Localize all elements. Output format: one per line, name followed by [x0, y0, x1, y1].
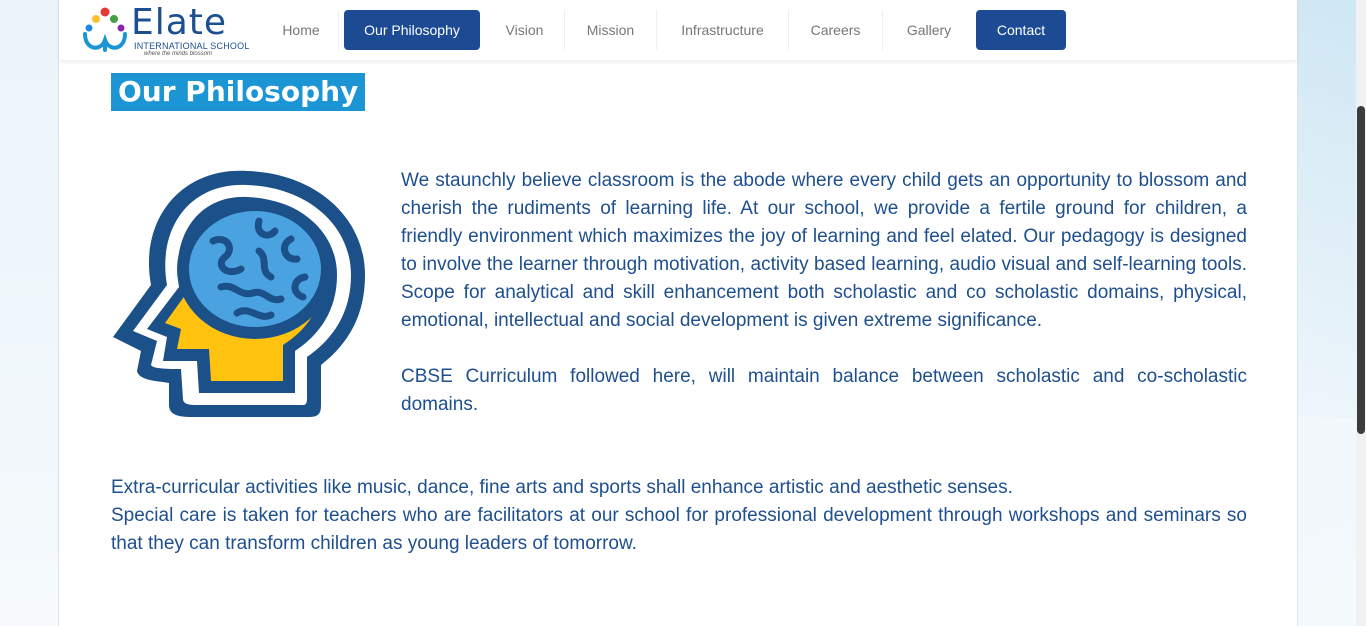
extra-curricular-text: [111, 474, 1247, 558]
head-brain-icon: [109, 165, 369, 423]
content-page: [58, 0, 1298, 626]
nav-our-philosophy[interactable]: Our Philosophy: [344, 10, 480, 50]
page-title: Our Philosophy: [111, 73, 365, 111]
main-nav: [264, 10, 1066, 50]
nav-vision[interactable]: Vision: [485, 10, 565, 50]
nav-home[interactable]: Home: [264, 10, 339, 50]
philosophy-paragraph: We staunchly believe classroom is the abode where every child gets an opportunity to blossom and cherish the rudiments of learning life. At our school, we provide a fertile ground for children, a friendly environment which maximizes the joy of learning and feel elated. Our pedagogy is designed to involve the learner through motivation, activity based learning, audio visual and self-learning tools. Scope for analytical and skill enhancement both scholastic and co scholastic domains, physical, emotional, intellectual and social development is given extreme significance.: [401, 170, 1247, 331]
nav-careers[interactable]: Careers: [789, 10, 883, 50]
scrollbar-thumb[interactable]: [1357, 106, 1365, 434]
scrollbar[interactable]: [1356, 0, 1366, 626]
logo-subtitle: INTERNATIONAL SCHOOL: [134, 41, 250, 51]
nav-infrastructure[interactable]: Infrastructure: [657, 10, 789, 50]
logo-wordmark: Elate: [131, 2, 228, 43]
background-left: [0, 0, 60, 626]
cbse-paragraph: CBSE Curriculum followed here, will maintain balance between scholastic and co-scholastic domains.: [401, 366, 1247, 415]
school-logo[interactable]: [81, 2, 250, 58]
navbar: [59, 0, 1297, 60]
flower-logo-icon: [81, 4, 131, 58]
nav-contact[interactable]: Contact: [976, 10, 1066, 50]
nav-gallery[interactable]: Gallery: [906, 22, 952, 38]
logo-tagline: where the minds blossom: [144, 51, 213, 57]
extra-curricular-line: Extra-curricular activities like music, dance, fine arts and sports shall enhance artistic and aesthetic senses.: [111, 477, 1013, 498]
teacher-development-line: Special care is taken for teachers who are facilitators at our school for professional development through workshops and seminars so that they can transform children as young leaders of tomorrow.: [111, 505, 1247, 554]
nav-mission[interactable]: Mission: [565, 10, 657, 50]
